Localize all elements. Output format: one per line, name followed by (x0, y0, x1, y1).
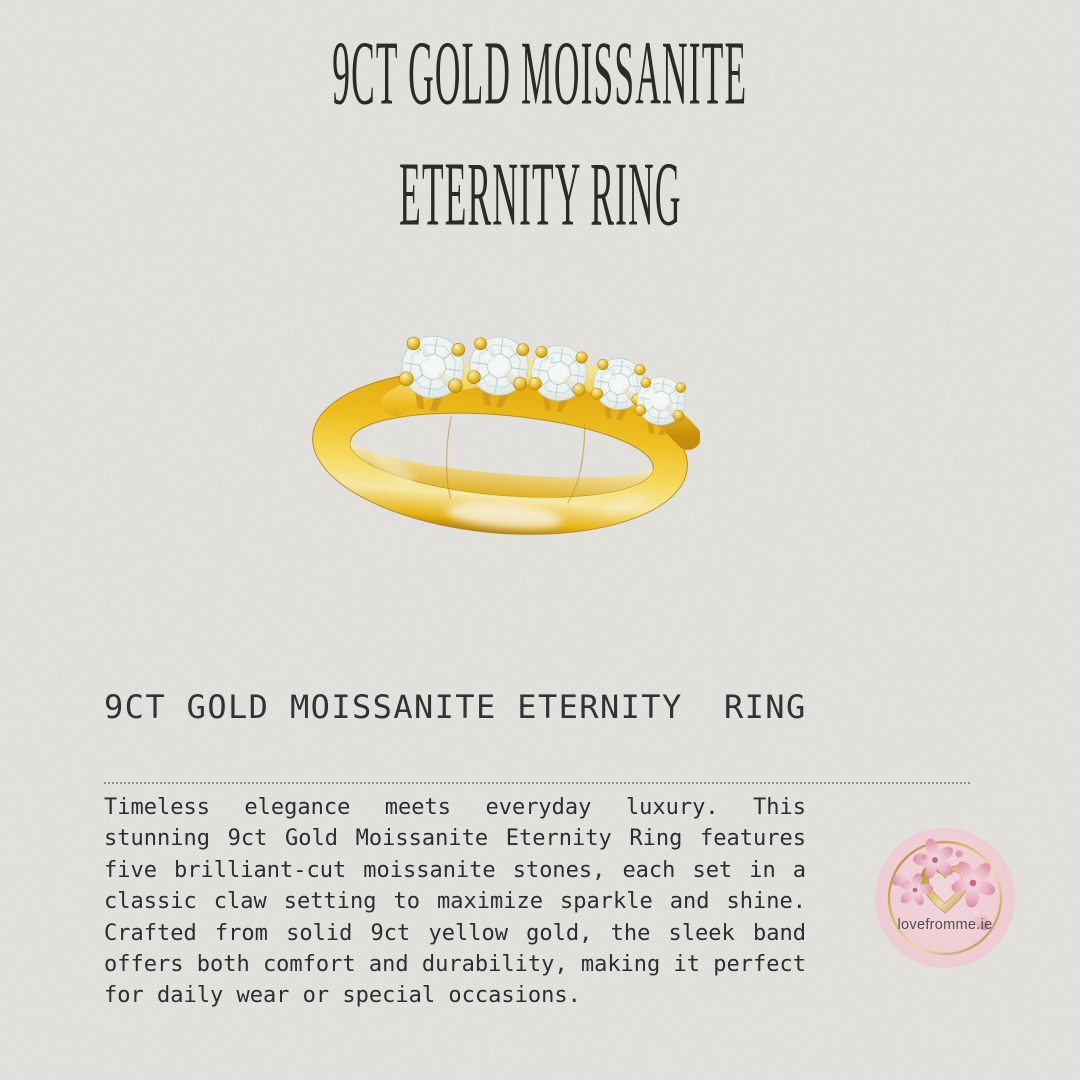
product-description: Timeless elegance meets everyday luxury. This stunning 9ct Gold Moissanite Eternity Ring features five brilliant-cut moissanite stones, each set in a classic claw setting to maximize sparkle and shine. Crafted from solid 9ct yellow gold, the sleek band offers both comfort and durability, making it perfect for daily wear or special occasions. (104, 795, 806, 1009)
brand-logo (875, 828, 1015, 968)
title-line-2 (0, 141, 1080, 247)
logo-text: lovefromme.ie (897, 917, 993, 933)
ring-image (300, 325, 700, 540)
product-heading: 9CT GOLD MOISSANITE ETERNITY RING (104, 688, 807, 726)
divider-line (104, 782, 970, 784)
title-text-2: ETERNITY RING (398, 143, 682, 245)
title-line-1 (0, 20, 1080, 126)
title-text-1: 9CT GOLD MOISSANITE (332, 22, 748, 124)
